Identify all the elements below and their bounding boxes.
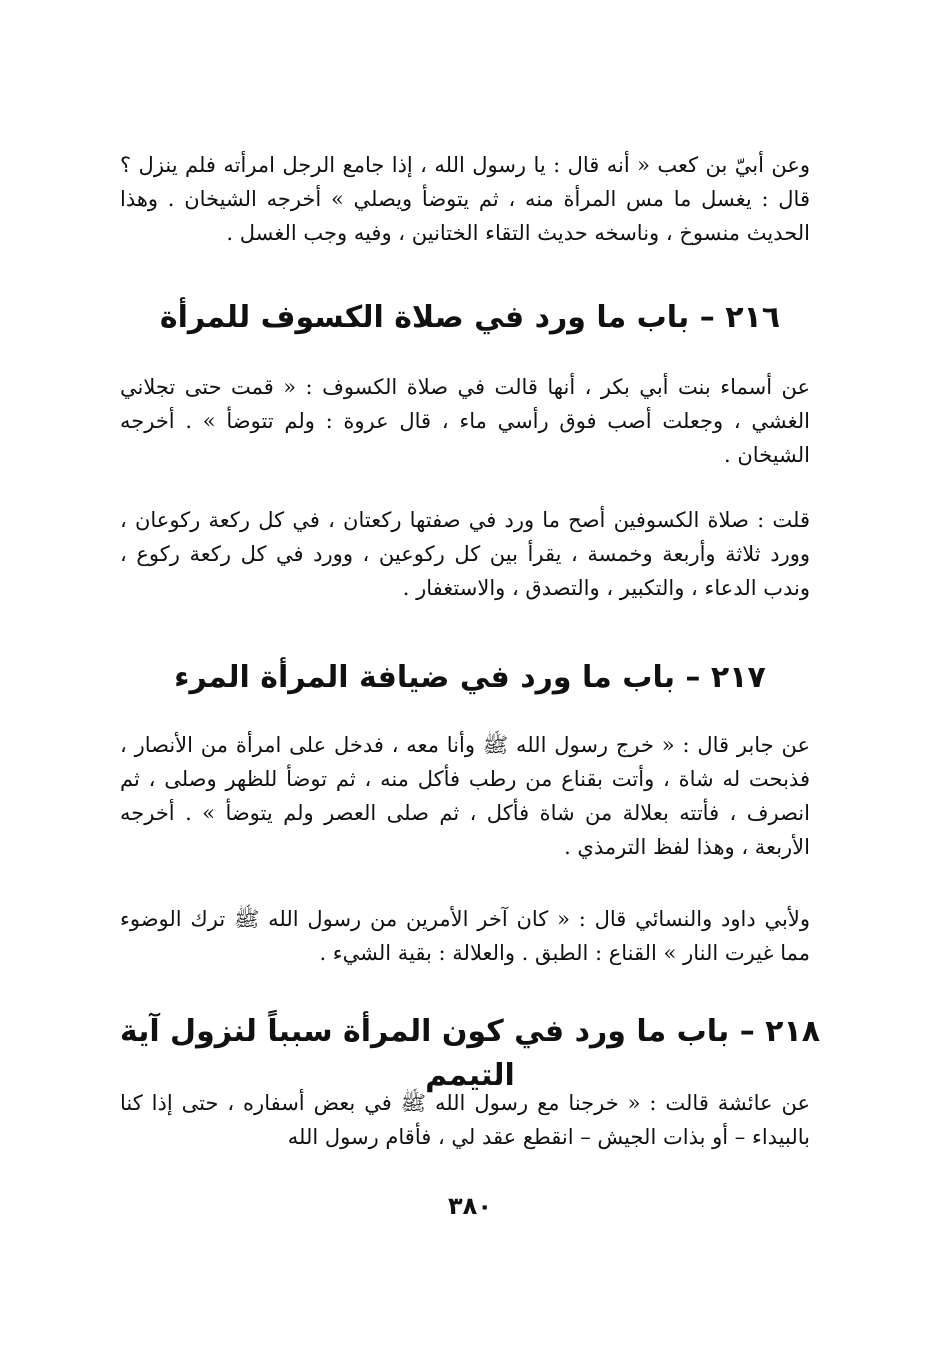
paragraph-aisha bbox=[120, 1086, 810, 1154]
paragraph-commentary bbox=[120, 503, 810, 605]
paragraph-text: وعن أبيّ بن كعب « أنه قال : يا رسول الله ، إذا جامع الرجل امرأته فلم ينزل ؟ قال : يغسل ما مس المرأة منه ، ثم يتوضأ ويصلي » أخرجه الشيخان . وهذا الحديث منسوخ ، وناسخه حديث التقاء الختانين ، وفيه وجب الغسل . bbox=[120, 153, 810, 245]
paragraph-asma bbox=[120, 370, 810, 472]
paragraph-text: قلت : صلاة الكسوفين أصح ما ورد في صفتها ركعتان ، في كل ركعة ركوعان ، وورد ثلاثة وأربعة وخمسة ، يقرأ بين كل ركوعين ، وورد في كل ركعة ركوع ، وندب الدعاء ، والتكبير ، والتصدق ، والاستغفار . bbox=[120, 508, 810, 600]
paragraph-text: عن عائشة قالت : « خرجنا مع رسول الله ﷺ في بعض أسفاره ، حتى إذا كنا بالبيداء – أو بذات الجيش – انقطع عقد لي ، فأقام رسول الله bbox=[120, 1091, 810, 1149]
paragraph-jabir bbox=[120, 728, 810, 864]
chapter-heading-218: ٢١٨ – باب ما ورد في كون المرأة سبباً لنزول آية التيمم bbox=[119, 1014, 821, 1093]
paragraph-text: ولأبي داود والنسائي قال : « كان آخر الأمرين من رسول الله ﷺ ترك الوضوء مما غيرت النار » القناع : الطبق . والعلالة : بقية الشيء . bbox=[120, 907, 810, 965]
paragraph-abu-dawud bbox=[120, 902, 810, 970]
chapter-heading-216: ٢١٦ – باب ما ورد في صلاة الكسوف للمرأة bbox=[159, 300, 781, 335]
paragraph-text: عن أسماء بنت أبي بكر ، أنها قالت في صلاة الكسوف : « قمت حتى تجلاني الغشي ، وجعلت أصب فوق رأسي ماء ، قال عروة : ولم تتوضأ » . أخرجه الشيخان . bbox=[120, 375, 810, 467]
chapter-heading-217: ٢١٧ – باب ما ورد في ضيافة المرأة المرء bbox=[174, 660, 766, 695]
paragraph-ubayy bbox=[120, 148, 810, 250]
page-number: ٣٨٠ bbox=[448, 1192, 492, 1220]
paragraph-text: عن جابر قال : « خرج رسول الله ﷺ وأنا معه ، فدخل على امرأة من الأنصار ، فذبحت له شاة ، وأتت بقناع من رطب فأكل منه ، ثم توضأ للظهر وصلى ، ثم انصرف ، فأتته بعلالة من شاة فأكل ، ثم صلى العصر ولم يتوضأ » . أخرجه الأربعة ، وهذا لفظ الترمذي . bbox=[120, 733, 810, 859]
